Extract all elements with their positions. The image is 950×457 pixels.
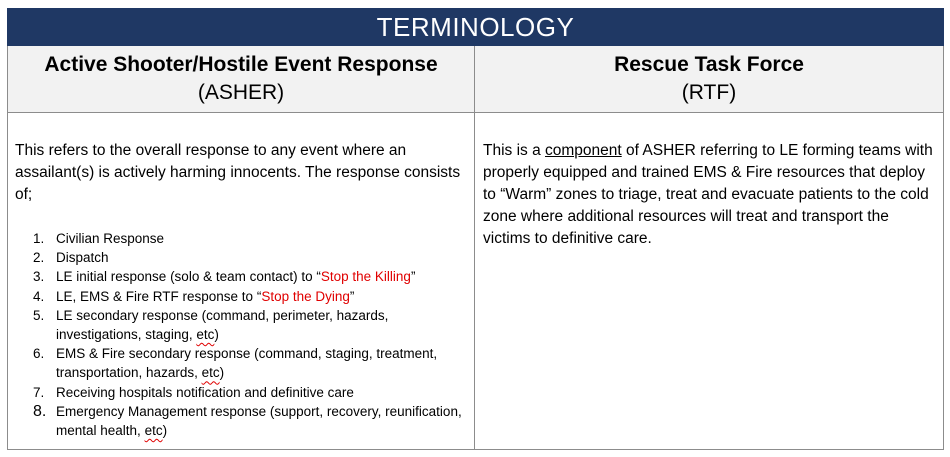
- list-text: Dispatch: [56, 250, 109, 266]
- list-item: [15, 248, 465, 267]
- list-item: [15, 229, 465, 248]
- rtf-abbrev: (RTF): [681, 81, 737, 104]
- stop-the-killing-highlight: Stop the Killing: [320, 269, 411, 285]
- rtf-heading: Rescue Task Force: [614, 53, 804, 76]
- list-text-pre: Emergency Management response (support, recovery, reunification, mental health,: [56, 403, 462, 439]
- list-text-post: ”: [349, 288, 355, 304]
- list-number: 8.: [33, 402, 47, 420]
- asher-heading: Active Shooter/Hostile Event Response: [44, 53, 438, 76]
- list-text: [56, 344, 465, 382]
- rtf-header: [475, 46, 943, 112]
- list-text: Receiving hospitals notification and definitive care: [56, 384, 354, 400]
- asher-header: [8, 46, 474, 112]
- list-text-post: ): [214, 327, 219, 343]
- asher-body: [15, 140, 465, 206]
- list-text: [56, 287, 465, 306]
- list-number: 3.: [33, 269, 45, 285]
- list-number: 6.: [33, 346, 45, 362]
- component-underlined: component: [545, 142, 622, 159]
- list-text-post: ): [162, 423, 168, 439]
- list-text-post: ”: [410, 269, 416, 285]
- spellcheck-word: etc: [201, 365, 220, 381]
- spellcheck-word: etc: [196, 327, 215, 343]
- list-item: [15, 287, 465, 306]
- list-text-pre: LE initial response (solo & team contact) to “: [56, 269, 321, 285]
- list-number: 1.: [33, 231, 45, 246]
- list-item: [15, 267, 465, 286]
- list-text-pre: EMS & Fire secondary response (command, staging, treatment, transportation, hazards,: [56, 346, 438, 381]
- rtf-body: [483, 140, 938, 250]
- list-text: Civilian Response: [56, 231, 165, 246]
- list-number: 4.: [33, 288, 45, 304]
- page-title: TERMINOLOGY: [376, 11, 575, 42]
- list-text: [56, 267, 465, 286]
- list-text-pre: LE secondary response (command, perimeter, hazards, investigations, staging,: [56, 307, 389, 343]
- list-number: 2.: [33, 250, 45, 266]
- rtf-text-pre: This is a: [483, 142, 546, 159]
- response-list: [15, 229, 465, 440]
- list-item: [15, 402, 465, 440]
- list-item: [15, 344, 465, 382]
- stop-the-dying-highlight: Stop the Dying: [261, 288, 350, 304]
- rtf-description: [483, 140, 938, 250]
- list-text: [56, 402, 465, 440]
- asher-abbrev: (ASHER): [197, 81, 285, 104]
- spellcheck-word: etc: [144, 423, 163, 439]
- title-bar: [7, 8, 944, 46]
- list-text: [56, 306, 465, 344]
- list-text-post: ): [219, 365, 225, 381]
- asher-intro: This refers to the overall response to any event where an assailant(s) is actively harming innocents. The response consists of;: [15, 142, 461, 203]
- list-item: [15, 383, 465, 402]
- list-number: 7.: [33, 384, 45, 400]
- list-item: [15, 306, 465, 344]
- rtf-text-post: of ASHER referring to LE forming teams with properly equipped and trained EMS & Fire resources that deploy to “Warm” zones to triage, treat and evacuate patients to the cold zone where additional resources will treat and transport the victims to definitive care.: [483, 142, 933, 247]
- row-divider: [7, 112, 944, 113]
- list-number: 5.: [33, 307, 45, 323]
- list-text-pre: LE, EMS & Fire RTF response to “: [56, 288, 262, 304]
